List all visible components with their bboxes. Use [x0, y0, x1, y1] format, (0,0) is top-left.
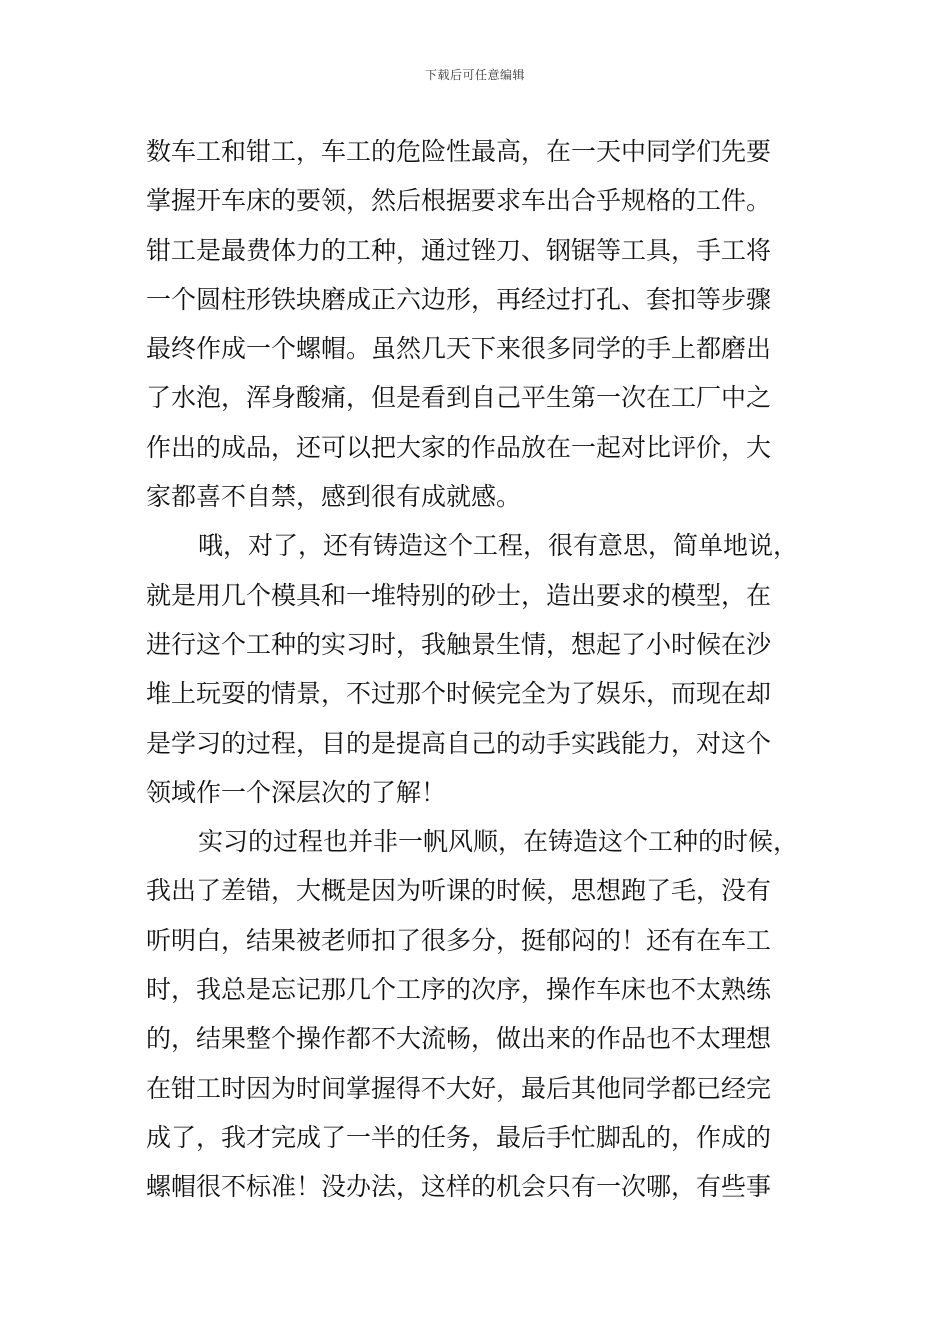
text-line: 时，我总是忘记那几个工序的次序，操作车床也不太熟练 [146, 975, 772, 1005]
text-line: 掌握开车床的要领，然后根据要求车出合乎规格的工件。 [146, 186, 772, 216]
text-line: 就是用几个模具和一堆特别的砂士，造出要求的模型，在 [146, 580, 772, 610]
document-body [146, 127, 818, 1212]
paragraph-3 [146, 817, 818, 1211]
text-line: 数车工和钳工，车工的危险性最高，在一天中同学们先要 [146, 137, 772, 166]
text-line: 钳工是最费体力的工种，通过锉刀、钢锯等工具，手工将 [146, 235, 772, 265]
text-line: 成了，我才完成了一半的任务，最后手忙脚乱的，作成的 [146, 1122, 772, 1152]
text-line: 听明白，结果被老师扣了很多分，挺郁闷的！还有在车工 [146, 925, 772, 955]
paragraph-1 [146, 127, 818, 521]
text-line: 领域作一个深层次的了解！ [146, 777, 447, 807]
text-line: 堆上玩耍的情景，不过那个时候完全为了娱乐，而现在却 [146, 679, 772, 709]
text-line: 家都喜不自禁，感到很有成就感。 [146, 482, 522, 512]
text-line: 螺帽很不标准！没办法，这样的机会只有一次哪，有些事 [146, 1172, 772, 1202]
text-line: 实习的过程也并非一帆风顺，在铸造这个工种的时候， [198, 827, 799, 857]
text-line: 是学习的过程，目的是提高自己的动手实践能力，对这个 [146, 728, 772, 758]
text-line: 最终作成一个螺帽。虽然几天下来很多同学的手上都磨出 [146, 334, 772, 364]
text-line: 哦，对了，还有铸造这个工程，很有意思，简单地说， [198, 531, 799, 561]
text-line: 的，结果整个操作都不大流畅，做出来的作品也不太理想 [146, 1024, 772, 1054]
text-line: 进行这个工种的实习时，我触景生情，想起了小时候在沙 [146, 629, 772, 659]
paragraph-2 [146, 521, 818, 817]
text-line: 我出了差错，大概是因为听课的时候，思想跑了毛，没有 [146, 876, 772, 906]
text-line: 了水泡，浑身酸痛，但是看到自己平生第一次在工厂中之 [146, 383, 772, 413]
text-line: 作出的成品，还可以把大家的作品放在一起对比评价，大 [146, 432, 772, 462]
text-line: 在钳工时因为时间掌握得不大好，最后其他同学都已经完 [146, 1073, 772, 1103]
text-line: 一个圆柱形铁块磨成正六边形，再经过打孔、套扣等步骤 [146, 284, 772, 314]
page-header: 下载后可任意编辑 [424, 68, 525, 82]
